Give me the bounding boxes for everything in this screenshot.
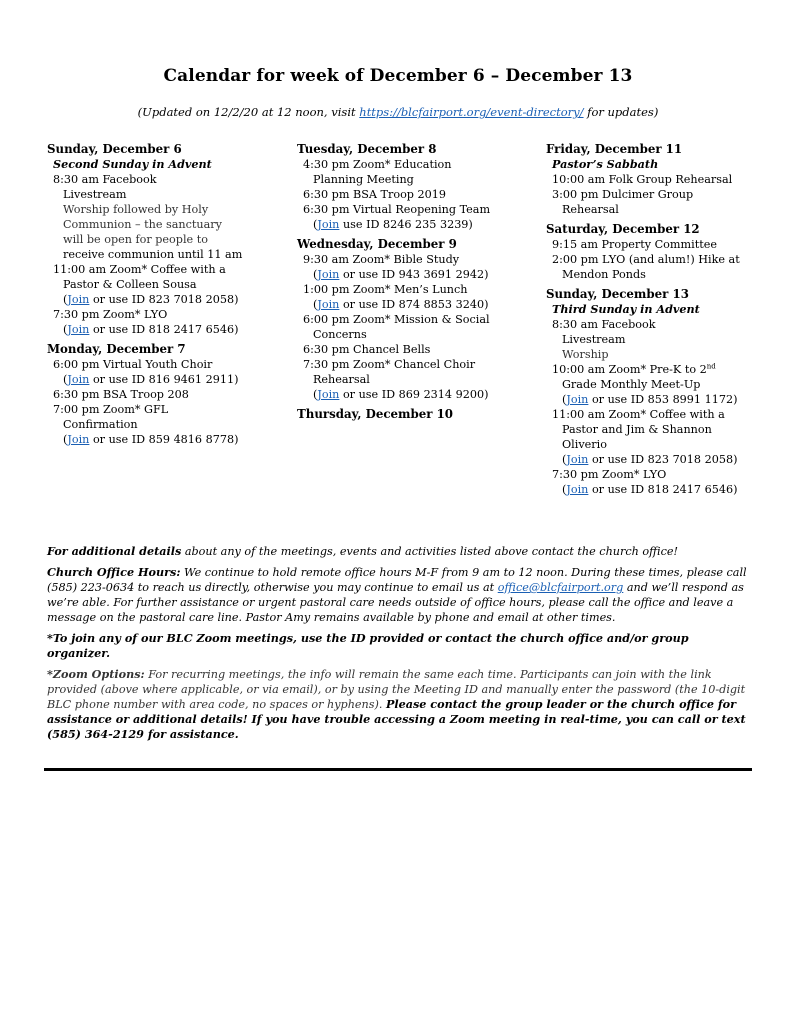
zoom-join-line: (Join or use ID 823 7018 2058) bbox=[562, 453, 738, 466]
event-line: 11:00 am Zoom* Coffee with a bbox=[53, 263, 226, 276]
zoom-id-text: or use ID 823 7018 2058) bbox=[588, 453, 738, 466]
event-line: Communion – the sanctuary bbox=[63, 218, 222, 231]
office-hours-note bbox=[47, 565, 749, 625]
office-email-link[interactable]: office@blcfairport.org bbox=[497, 581, 624, 594]
zoom-id-text: or use ID 874 8853 3240) bbox=[339, 298, 489, 311]
zoom-join-line: (Join or use ID 874 8853 3240) bbox=[313, 298, 489, 311]
note-emphasis: Please contact the group leader or the church office for assistance or additional details! If you have trouble accessing a Zoom meeting in real-time, you can call or text (585) 364-2129 for assistance. bbox=[47, 697, 746, 741]
event-line: Confirmation bbox=[63, 418, 138, 431]
zoom-join-line: (Join or use ID 853 8991 1172) bbox=[562, 393, 738, 406]
day-heading: Sunday, December 13 bbox=[546, 287, 689, 301]
zoom-join-line: (Join or use ID 859 4816 8778) bbox=[63, 433, 239, 446]
event-line bbox=[546, 362, 756, 377]
day-heading: Tuesday, December 8 bbox=[297, 142, 437, 156]
ordinal-suffix: nd bbox=[706, 362, 716, 371]
calendar-column-2 bbox=[297, 142, 527, 427]
update-note-suffix: for updates) bbox=[583, 105, 659, 119]
special-day-label: Second Sunday in Advent bbox=[53, 157, 212, 171]
event-line: 11:00 am Zoom* Coffee with a bbox=[552, 408, 725, 421]
note-lead: *Zoom Options: bbox=[47, 667, 145, 681]
day-sunday-dec-6 bbox=[47, 142, 277, 337]
event-line: 10:00 am Folk Group Rehearsal bbox=[552, 173, 733, 186]
zoom-id-text: or use ID 816 9461 2911) bbox=[89, 373, 239, 386]
join-link[interactable]: Join bbox=[67, 323, 90, 336]
join-link[interactable]: Join bbox=[317, 388, 340, 401]
zoom-id-text: use ID 8246 235 3239) bbox=[339, 218, 473, 231]
event-line: 7:30 pm Zoom* LYO bbox=[53, 308, 168, 321]
event-line: Pastor and Jim & Shannon bbox=[562, 423, 712, 436]
event-directory-link[interactable]: https://blcfairport.org/event-directory/ bbox=[359, 105, 584, 119]
event-line-text: 10:00 am Zoom* Pre-K to 2 bbox=[552, 363, 707, 376]
day-heading: Wednesday, December 9 bbox=[297, 237, 457, 251]
note-lead: Church Office Hours: bbox=[47, 565, 181, 579]
event-line: 7:00 pm Zoom* GFL bbox=[53, 403, 169, 416]
special-day-label: Third Sunday in Advent bbox=[552, 302, 700, 316]
update-note-prefix: (Updated on 12/2/20 at 12 noon, visit bbox=[137, 105, 360, 119]
event-line: 4:30 pm Zoom* Education bbox=[303, 158, 452, 171]
join-link[interactable]: Join bbox=[317, 268, 340, 281]
note-text: and we’ll respond as we’re able. For further assistance or urgent pastoral care needs outside of office hours, please call the office and leave a message on the pastoral care line. Pastor Amy remains available by phone and email at other times. bbox=[47, 581, 744, 624]
event-line: Livestream bbox=[562, 333, 626, 346]
zoom-id-text: or use ID 869 2314 9200) bbox=[339, 388, 489, 401]
zoom-id-text: or use ID 859 4816 8778) bbox=[89, 433, 239, 446]
join-link[interactable]: Join bbox=[67, 293, 90, 306]
event-line: 2:00 pm LYO (and alum!) Hike at bbox=[552, 253, 740, 266]
day-heading: Friday, December 11 bbox=[546, 142, 683, 156]
event-line: Mendon Ponds bbox=[562, 268, 646, 281]
footer-notes bbox=[47, 544, 749, 748]
zoom-id-text: or use ID 853 8991 1172) bbox=[588, 393, 738, 406]
event-line: 3:00 pm Dulcimer Group bbox=[552, 188, 694, 201]
event-line: 6:30 pm BSA Troop 208 bbox=[53, 388, 189, 401]
zoom-options-note bbox=[47, 667, 749, 742]
calendar-column-1 bbox=[47, 142, 277, 452]
zoom-join-line: (Join or use ID 818 2417 6546) bbox=[562, 483, 738, 496]
event-line: 8:30 am Facebook bbox=[53, 173, 157, 186]
event-line: Concerns bbox=[313, 328, 367, 341]
note-text: For recurring meetings, the info will remain the same each time. Participants can join with the link provided (above where applicable, or via email), or by using the Meeting ID and manually enter the password (the 10-digit BLC phone number with area code, no spaces or hyphens). bbox=[47, 668, 746, 711]
day-saturday-dec-12 bbox=[546, 222, 756, 282]
zoom-id-text: or use ID 943 3691 2942) bbox=[339, 268, 489, 281]
join-link[interactable]: Join bbox=[67, 433, 90, 446]
zoom-join-note: *To join any of our BLC Zoom meetings, use the ID provided or contact the church office and/or group organizer. bbox=[47, 631, 689, 660]
zoom-id-text: or use ID 818 2417 6546) bbox=[588, 483, 738, 496]
event-line: Worship followed by Holy bbox=[63, 203, 209, 216]
event-line: Rehearsal bbox=[562, 203, 619, 216]
zoom-join-line: (Join or use ID 818 2417 6546) bbox=[63, 323, 239, 336]
event-line: 9:15 am Property Committee bbox=[552, 238, 717, 251]
event-line: Rehearsal bbox=[313, 373, 370, 386]
zoom-id-text: or use ID 818 2417 6546) bbox=[89, 323, 239, 336]
calendar-column-3 bbox=[546, 142, 756, 502]
event-line: 8:30 am Facebook bbox=[552, 318, 656, 331]
page-title: Calendar for week of December 6 – December 13 bbox=[163, 66, 633, 86]
event-line: Planning Meeting bbox=[313, 173, 414, 186]
event-line: Grade Monthly Meet-Up bbox=[562, 378, 701, 391]
event-line: Worship bbox=[562, 348, 609, 361]
join-link[interactable]: Join bbox=[566, 453, 589, 466]
event-line: 7:30 pm Zoom* LYO bbox=[552, 468, 667, 481]
event-line: 1:00 pm Zoom* Men’s Lunch bbox=[303, 283, 468, 296]
join-link[interactable]: Join bbox=[566, 483, 589, 496]
day-sunday-dec-13 bbox=[546, 287, 756, 497]
day-friday-dec-11 bbox=[546, 142, 756, 217]
zoom-join-line: (Join or use ID 823 7018 2058) bbox=[63, 293, 239, 306]
event-line: Livestream bbox=[63, 188, 127, 201]
update-note bbox=[0, 105, 796, 119]
event-line: 6:30 pm Virtual Reopening Team bbox=[303, 203, 491, 216]
day-heading: Sunday, December 6 bbox=[47, 142, 182, 156]
zoom-id-text: or use ID 823 7018 2058) bbox=[89, 293, 239, 306]
event-line: 6:30 pm Chancel Bells bbox=[303, 343, 431, 356]
join-link[interactable]: Join bbox=[317, 298, 340, 311]
event-line: 6:30 pm BSA Troop 2019 bbox=[303, 188, 446, 201]
divider-rule bbox=[44, 768, 752, 771]
day-heading: Saturday, December 12 bbox=[546, 222, 700, 236]
event-line: 6:00 pm Virtual Youth Choir bbox=[53, 358, 213, 371]
zoom-join-line: (Join or use ID 943 3691 2942) bbox=[313, 268, 489, 281]
zoom-join-line: (Join or use ID 816 9461 2911) bbox=[63, 373, 239, 386]
note-text: about any of the meetings, events and activities listed above contact the church office! bbox=[181, 545, 678, 558]
event-line: Oliverio bbox=[562, 438, 607, 451]
join-link[interactable]: Join bbox=[317, 218, 340, 231]
event-line: Pastor & Colleen Sousa bbox=[63, 278, 197, 291]
join-link[interactable]: Join bbox=[67, 373, 90, 386]
note-text: We continue to hold remote office hours M-F from 9 am to 12 noon. During these times, please call (585) 223-0634 to reach us directly, otherwise you may continue to email us at bbox=[47, 566, 747, 594]
day-thursday-dec-10 bbox=[297, 407, 527, 422]
additional-details-note bbox=[47, 544, 749, 559]
event-line: 6:00 pm Zoom* Mission & Social bbox=[303, 313, 490, 326]
zoom-join-line: (Join use ID 8246 235 3239) bbox=[313, 218, 473, 231]
note-lead: For additional details bbox=[47, 544, 182, 558]
special-day-label: Pastor’s Sabbath bbox=[552, 157, 659, 171]
day-heading: Monday, December 7 bbox=[47, 342, 186, 356]
day-heading: Thursday, December 10 bbox=[297, 407, 454, 421]
event-line: will be open for people to bbox=[63, 233, 208, 246]
day-monday-dec-7 bbox=[47, 342, 277, 447]
day-tuesday-dec-8 bbox=[297, 142, 527, 232]
zoom-join-line: (Join or use ID 869 2314 9200) bbox=[313, 388, 489, 401]
event-line: 7:30 pm Zoom* Chancel Choir bbox=[303, 358, 476, 371]
join-link[interactable]: Join bbox=[566, 393, 589, 406]
event-line: receive communion until 11 am bbox=[63, 248, 243, 261]
day-wednesday-dec-9 bbox=[297, 237, 527, 402]
event-line: 9:30 am Zoom* Bible Study bbox=[303, 253, 460, 266]
